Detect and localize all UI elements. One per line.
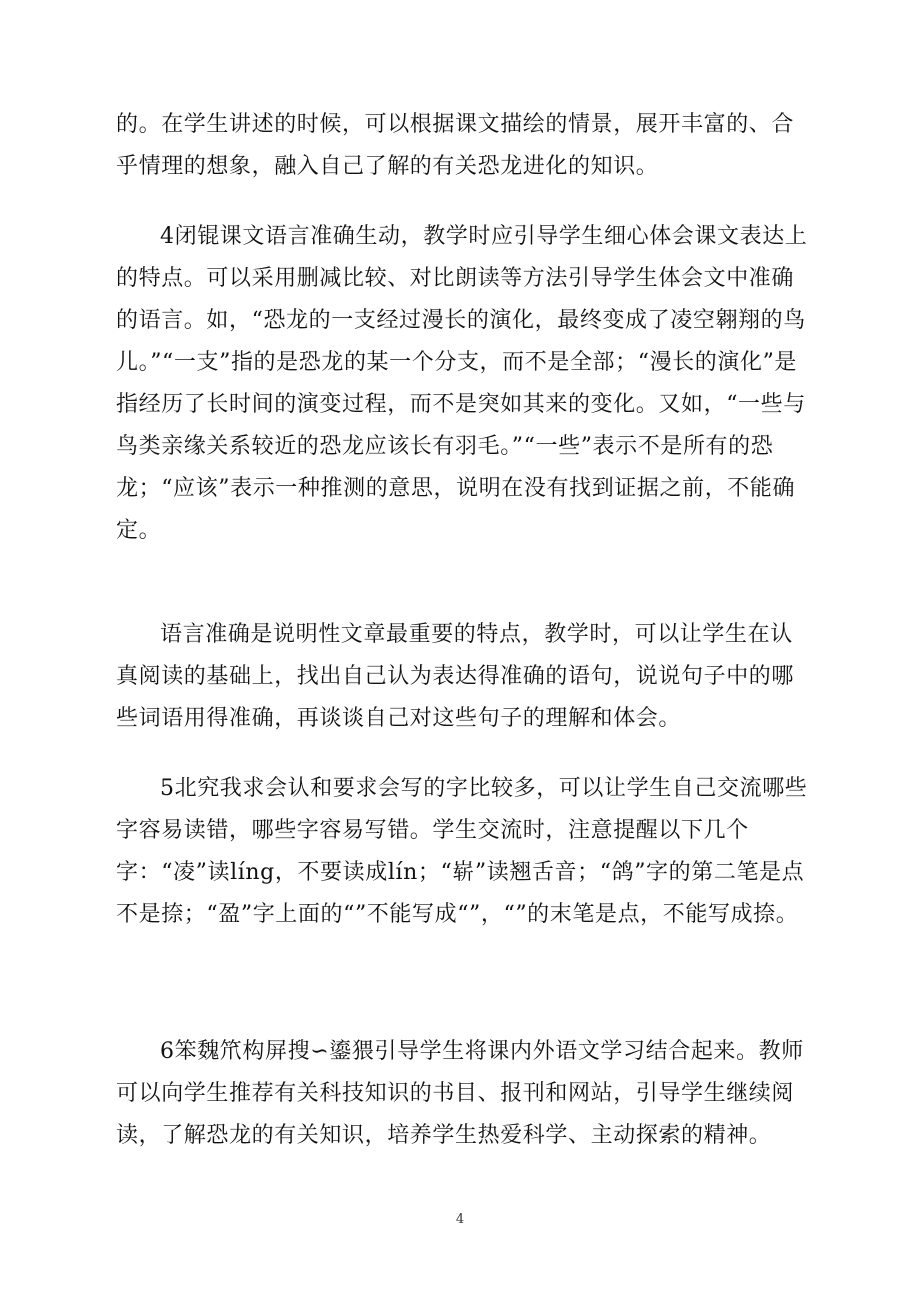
- paragraph-extended-reading: 6笨魏笊构屏搜∽鎏猥引导学生将课内外语文学习结合起来。教师可以向学生推荐有关科技知识的书目、报刊和网站，引导学生继续阅读，了解恐龙的有关知识，培养学生热爱科学、主动探索的精神。: [116, 1039, 804, 1148]
- paragraph-language-accuracy: 4闭锟课文语言准确生动，教学时应引导学生细心体会课文表达上的特点。可以采用删减比较、对比朗读等方法引导学生体会文中准确的语言。如，“恐龙的一支经过漫长的演化，最终变成了凌空翱翔的鸟儿。”“一支”指的是恐龙的某一个分支，而不是全部；“漫长的演化”是指经历了长时间的演变过程，而不是突如其来的变化。又如，“一些与鸟类亲缘关系较近的恐龙应该长有羽毛。”“一些”表示不是所有的恐龙；“应该”表示一种推测的意思，说明在没有找到证据之前，不能确定。: [116, 224, 808, 543]
- paragraph-expository-features: 语言准确是说明性文章最重要的特点，教学时，可以让学生在认真阅读的基础上，找出自己认为表达得准确的语句，说说句子中的哪些词语用得准确，再谈谈自己对这些句子的理解和体会。: [116, 622, 795, 731]
- paragraph-continuation: 的。在学生讲述的时候，可以根据课文描绘的情景，展开丰富的、合乎情理的想象，融入自己了解的有关恐龙进化的知识。: [116, 112, 795, 179]
- page-number: 4: [455, 1212, 465, 1227]
- paragraph-character-learning: 5北究我求会认和要求会写的字比较多，可以让学生自己交流哪些字容易读错，哪些字容易写错。学生交流时，注意提醒以下几个字：“凌”读líng，不要读成lín；“崭”读翘舌音；“鸽”字的第二笔是点不是捺；“盈”字上面的“”不能写成“”，“”的末笔是点，不能写成捺。: [116, 776, 808, 927]
